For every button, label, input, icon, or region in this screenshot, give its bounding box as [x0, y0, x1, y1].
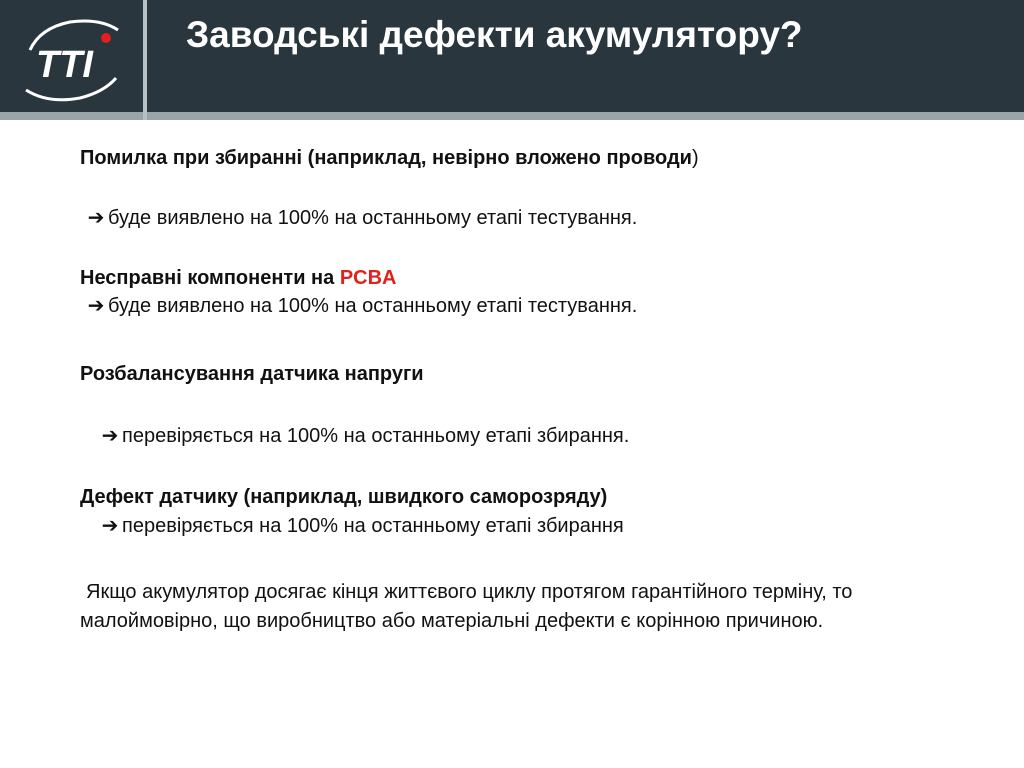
slide-title: Заводські дефекти акумулятору? — [186, 14, 803, 55]
item-heading-1: Помилка при збиранні (наприклад, невірно вложено проводи) — [80, 147, 699, 169]
item-heading-2: Несправні компоненти на PCBA — [80, 267, 397, 289]
right-arrow-icon: ➔ — [87, 295, 105, 317]
logo-text: TTI — [36, 44, 93, 86]
right-arrow-icon: ➔ — [87, 207, 105, 229]
tti-logo-icon — [0, 0, 146, 112]
header-underline — [0, 112, 1024, 120]
right-arrow-icon: ➔ — [101, 425, 119, 447]
item-heading-4: Дефект датчику (наприклад, швидкого саморозряду) — [80, 486, 608, 508]
item-result-1: ➔ буде виявлено на 100% на останньому етапі тестування. — [84, 206, 637, 230]
logo-dot — [101, 33, 111, 43]
item-result-3: ➔ перевіряється на 100% на останньому етапі збирання. — [98, 424, 629, 448]
item-result-2: ➔ буде виявлено на 100% на останньому етапі тестування. — [84, 294, 637, 318]
tti-logo — [0, 0, 146, 112]
item-result-4: ➔ перевіряється на 100% на останньому етапі збирання — [98, 514, 624, 538]
right-arrow-icon: ➔ — [101, 515, 119, 537]
item-heading-3: Розбалансування датчика напруги — [80, 363, 424, 385]
logo-divider — [143, 0, 147, 120]
conclusion-paragraph: Якщо акумулятор досягає кінця життєвого циклу протягом гарантійного терміну, то малоймовірно, що виробництво або матеріальні дефекти є корінною причиною. — [80, 581, 853, 632]
